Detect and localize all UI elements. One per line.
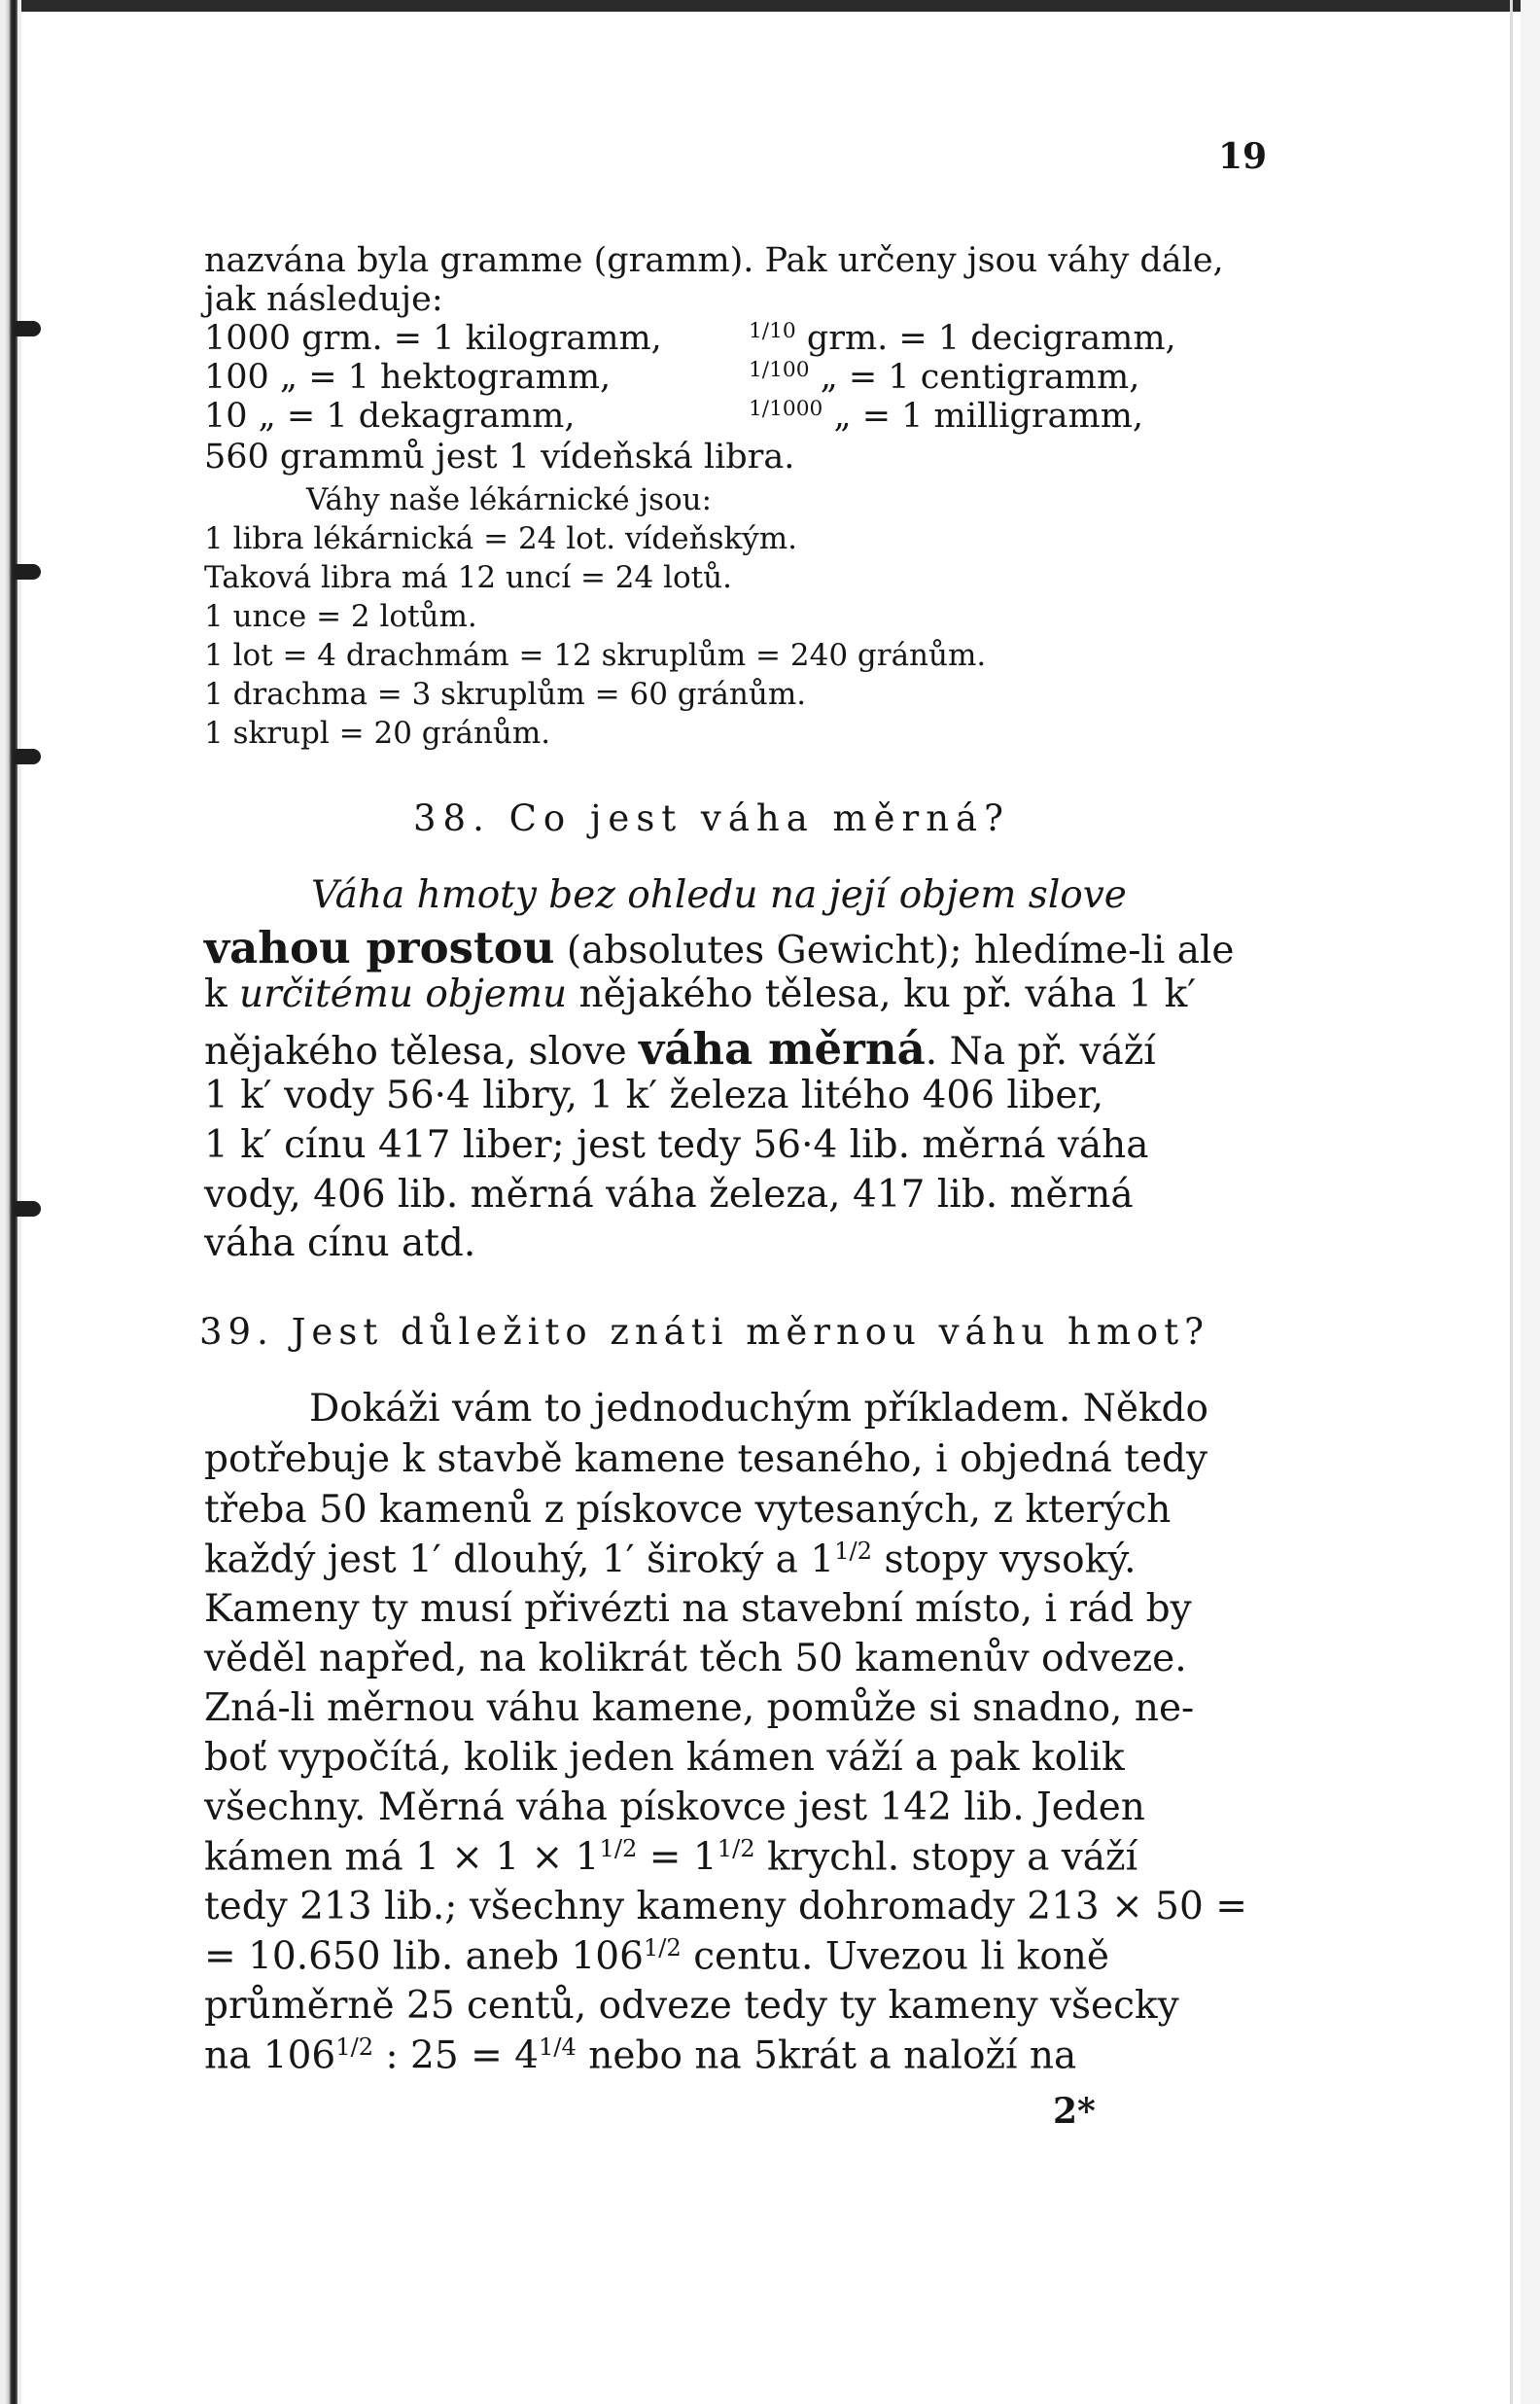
apothecary-line: 1 libra lékárnická = 24 lot. vídeňským. [204,521,798,556]
body-line: třeba 50 kamenů z pískovce vytesaných, z kterých [204,1488,1172,1532]
body-text: = 10.650 lib. aneb 106 [204,1934,644,1979]
fraction: 1/2 [599,1835,638,1862]
metric-right: grm. = 1 decigramm, [795,319,1176,358]
fraction: 1/4 [538,2033,577,2061]
body-line: průměrně 25 centů, odveze tedy ty kameny všecky [204,1984,1179,2028]
fraction: 1/2 [643,1934,682,1962]
body-text: kámen má 1 × 1 × 1 [204,1835,600,1880]
body-line: 1 k′ cínu 417 liber; jest tedy 56·4 lib. měrná váha [204,1123,1149,1167]
apothecary-line: 1 lot = 4 drachmám = 12 skruplům = 240 gránům. [204,638,987,673]
body-line [204,1934,1109,1978]
apothecary-line: 1 unce = 2 lotům. [204,599,477,634]
body-line [204,1835,1138,1879]
body-line: vody, 406 lib. měrná váha železa, 417 lib. měrná [204,1173,1134,1217]
body-text: nějakého tělesa, ku př. váha 1 k′ [567,972,1197,1016]
metric-left: 10 „ = 1 dekagramm, [204,397,576,436]
body-text: na 106 [204,2033,336,2078]
page-number: 19 [1218,136,1268,177]
body-text: centu. Uvezou li koně [681,1934,1109,1979]
body-line: věděl napřed, na kolikrát těch 50 kamenův odveze. [204,1637,1187,1680]
fraction: 1/2 [335,2033,374,2061]
metric-fraction: 1/100 [749,358,810,383]
binding-notch [14,564,41,580]
body-line: 1 k′ vody 56·4 libry, 1 k′ železa litého 406 liber, [204,1074,1104,1117]
body-text: nebo na 5krát a naloží na [576,2033,1077,2078]
scan-right-margin [1521,0,1540,2404]
binding-notch [14,749,41,764]
body-line [204,2033,1076,2077]
signature-mark: 2* [1053,2091,1096,2132]
metric-row [204,319,1176,358]
intro-line: jak následuje: [204,280,443,319]
vienna-line: 560 grammů jest 1 vídeňská libra. [204,438,795,477]
apothecary-line: 1 drachma = 3 skruplům = 60 gránům. [204,677,807,712]
body-line [204,922,1235,973]
body-text: . Na př. váží [925,1030,1156,1074]
question-38-title: 38. Co jest váha měrná? [413,797,1010,839]
body-line: tedy 213 lib.; všechny kameny dohromady 213 × 50 = [204,1885,1247,1928]
body-line: Dokáži vám to jednoduchým příkladem. Někdo [309,1387,1208,1431]
body-text: = 1 [637,1835,718,1880]
body-line [204,1023,1156,1075]
body-text: krychl. stopy a váží [754,1835,1138,1880]
body-line [204,1538,1136,1581]
page-right-edge [1510,0,1513,2404]
body-line [204,972,1196,1016]
body-line: Zná-li měrnou váhu kamene, pomůže si snadno, ne- [204,1686,1195,1730]
body-text: každý jest 1′ dlouhý, 1′ široký a 1 [204,1538,835,1582]
binding-notch [14,321,41,336]
body-text: (absolutes Gewicht); hledíme-li ale [554,929,1235,972]
binding-notch [14,1201,41,1217]
body-text: nějakého tělesa, slove [204,1030,640,1074]
metric-fraction: 1/1000 [749,397,823,422]
metric-row [204,358,1139,397]
fraction: 1/2 [834,1538,873,1565]
italic-text: Váha hmoty bez ohledu na její objem slove [311,873,1127,917]
fraction: 1/2 [717,1835,755,1862]
metric-right: „ = 1 milligramm, [822,397,1144,436]
body-line: Kameny ty musí přivézti na stavební místo, i rád by [204,1587,1192,1631]
italic-text: určitému objemu [239,972,568,1016]
body-text: : 25 = 4 [373,2033,539,2078]
body-line [311,873,1127,917]
intro-line: nazvána byla gramme (gramm). Pak určeny jsou váhy dále, [204,241,1224,280]
apothecary-heading: Váhy naše lékárnické jsou: [306,482,713,517]
bold-term: váha měrná [639,1023,926,1075]
metric-fraction: 1/10 [749,319,796,344]
question-39-title: 39. Jest důležito znáti měrnou váhu hmot? [199,1311,1209,1353]
metric-right: „ = 1 centigramm, [809,358,1140,397]
body-text: k [204,972,240,1016]
apothecary-line: Taková libra má 12 uncí = 24 lotů. [204,560,732,595]
bold-term: vahou prostou [204,922,555,973]
scan-top-edge [0,0,1540,12]
apothecary-line: 1 skrupl = 20 gránům. [204,716,551,751]
body-line: potřebuje k stavbě kamene tesaného, i objedná tedy [204,1437,1208,1481]
body-line: váha cínu atd. [204,1221,476,1265]
metric-left: 100 „ = 1 hektogramm, [204,358,612,397]
body-line: všechny. Měrná váha pískovce jest 142 lib. Jeden [204,1785,1145,1829]
body-line: boť vypočítá, kolik jeden kámen váží a pak kolik [204,1736,1125,1780]
body-text: stopy vysoký. [872,1538,1137,1582]
metric-left: 1000 grm. = 1 kilogramm, [204,319,662,358]
metric-row [204,397,1143,436]
